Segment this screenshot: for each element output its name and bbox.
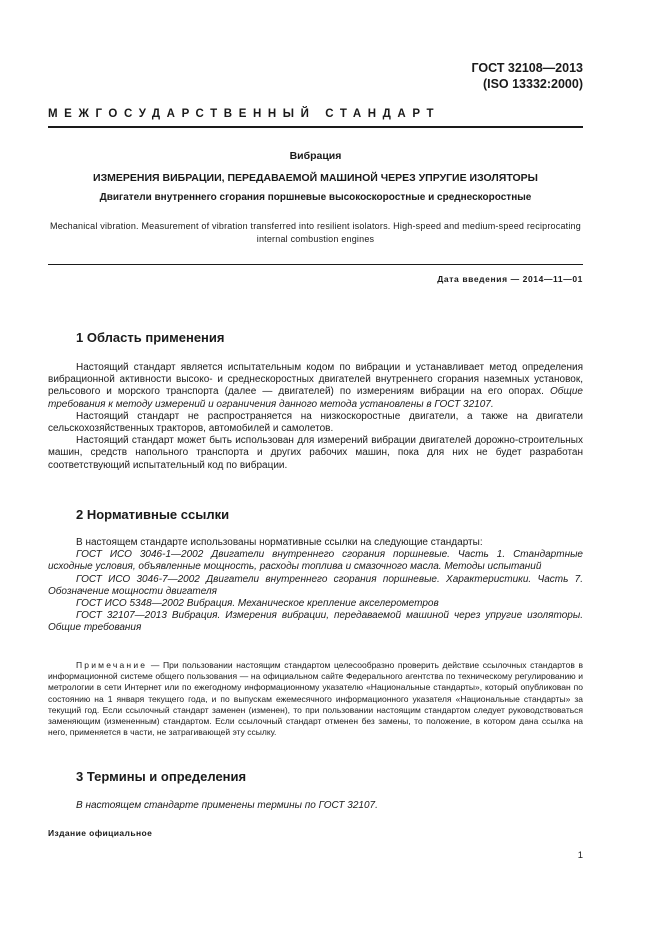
section-3-paragraph-1: В настоящем стандарте применены термины по ГОСТ 32107. — [76, 800, 378, 811]
standard-number-block — [471, 60, 583, 92]
introduction-date: Дата введения — 2014—11—01 — [437, 274, 583, 284]
standard-number: ГОСТ 32108—2013 — [471, 61, 583, 75]
header-divider — [48, 126, 583, 128]
section-3-body — [48, 800, 583, 812]
title-subject: Вибрация — [289, 150, 342, 162]
normative-reference: ГОСТ ИСО 3046-1—2002 Двигатели внутреннего сгорания поршневые. Часть 1. Стандартные исходные условия, объявленные мощность, расходы топлива и смазочного масла. Методы испытаний — [48, 549, 583, 573]
note-text: — При пользовании настоящим стандартом целесообразно проверить действие ссылочных стандартов в информационной системе общего пользования — на официальном сайте Федерального агентства по техническому регулированию и метрологии в сети Интернет или по ежегодному информационному указателю «Национальные стандарты», который опубликован по состоянию на 1 января текущего года, и по выпускам ежемесячного информационного указателя «Национальные стандарты» за текущий год. Если ссылочный стандарт заменен (изменен), то при пользовании настоящим стандартом следует руководствоваться заменяющим (измененным) стандартом. Если ссылочный стандарт отменен без замены, то положение, в котором дана ссылка на него, применяется в части, не затрагивающей эту ссылку. — [48, 660, 583, 738]
official-edition-label: Издание официальное — [48, 828, 153, 838]
normative-reference: ГОСТ 32107—2013 Вибрация. Измерения вибрации, передаваемой машиной через упругие изоляторы. Общие требования — [48, 610, 583, 634]
section-1-paragraph-3: Настоящий стандарт может быть использован для измерений вибрации двигателей дорожно-строительных машин, средств напольного транспорта и других рабочих машин, пока для них не будет разработан соответствующий испытательный код по вибрации. — [48, 435, 583, 471]
section-2-body — [48, 537, 583, 635]
section-1-body — [48, 362, 583, 472]
note-label: Примечание — [76, 660, 148, 670]
title-english: Mechanical vibration. Measurement of vibration transferred into resilient isolators. High-speed and medium-speed reciprocating internal combustion engines — [50, 221, 581, 244]
section-3-heading: 3 Термины и определения — [76, 769, 247, 784]
title-main: ИЗМЕРЕНИЯ ВИБРАЦИИ, ПЕРЕДАВАЕМОЙ МАШИНОЙ ЧЕРЕЗ УПРУГИЕ ИЗОЛЯТОРЫ — [93, 172, 538, 184]
section-2-intro: В настоящем стандарте использованы нормативные ссылки на следующие стандарты: — [76, 537, 483, 548]
normative-reference: ГОСТ ИСО 3046-7—2002 Двигатели внутреннего сгорания поршневые. Характеристики. Часть 7. Обозначение мощности двигателя — [48, 573, 583, 597]
title-divider — [48, 264, 583, 265]
section-1-paragraph-1-text: Настоящий стандарт является испытательным кодом по вибрации и устанавливает метод определения вибрационной активности высоко- и среднескоростных двигателей внутреннего сгорания наземных установок, рельсового и морского транспорта (далее — двигателей) по измерениям вибрации на его опорах. — [48, 362, 583, 398]
section-1-paragraph-2: Настоящий стандарт не распространяется на низкоскоростные двигатели, а также на двигатели сельскохозяйственных тракторов, автомобилей и самолетов. — [48, 410, 583, 435]
section-1-heading: 1 Область применения — [76, 330, 225, 345]
section-1-paragraph-1 — [48, 362, 583, 411]
section-1-paragraph-1-italic: Общие требования к методу измерений и ограничения данного метода установлены в ГОСТ 32107. — [48, 386, 583, 410]
iso-equivalent: (ISO 13332:2000) — [482, 77, 583, 91]
normative-reference: ГОСТ ИСО 5348—2002 Вибрация. Механическое крепление акселерометров — [76, 598, 439, 610]
page-number: 1 — [577, 850, 583, 861]
section-2-heading: 2 Нормативные ссылки — [76, 507, 230, 522]
note-paragraph — [48, 660, 583, 738]
interstate-standard-label: МЕЖГОСУДАРСТВЕННЫЙ СТАНДАРТ — [48, 108, 441, 120]
title-subtitle: Двигатели внутреннего сгорания поршневые высокоскоростные и среднескоростные — [99, 192, 532, 203]
section-2-note — [48, 660, 583, 738]
